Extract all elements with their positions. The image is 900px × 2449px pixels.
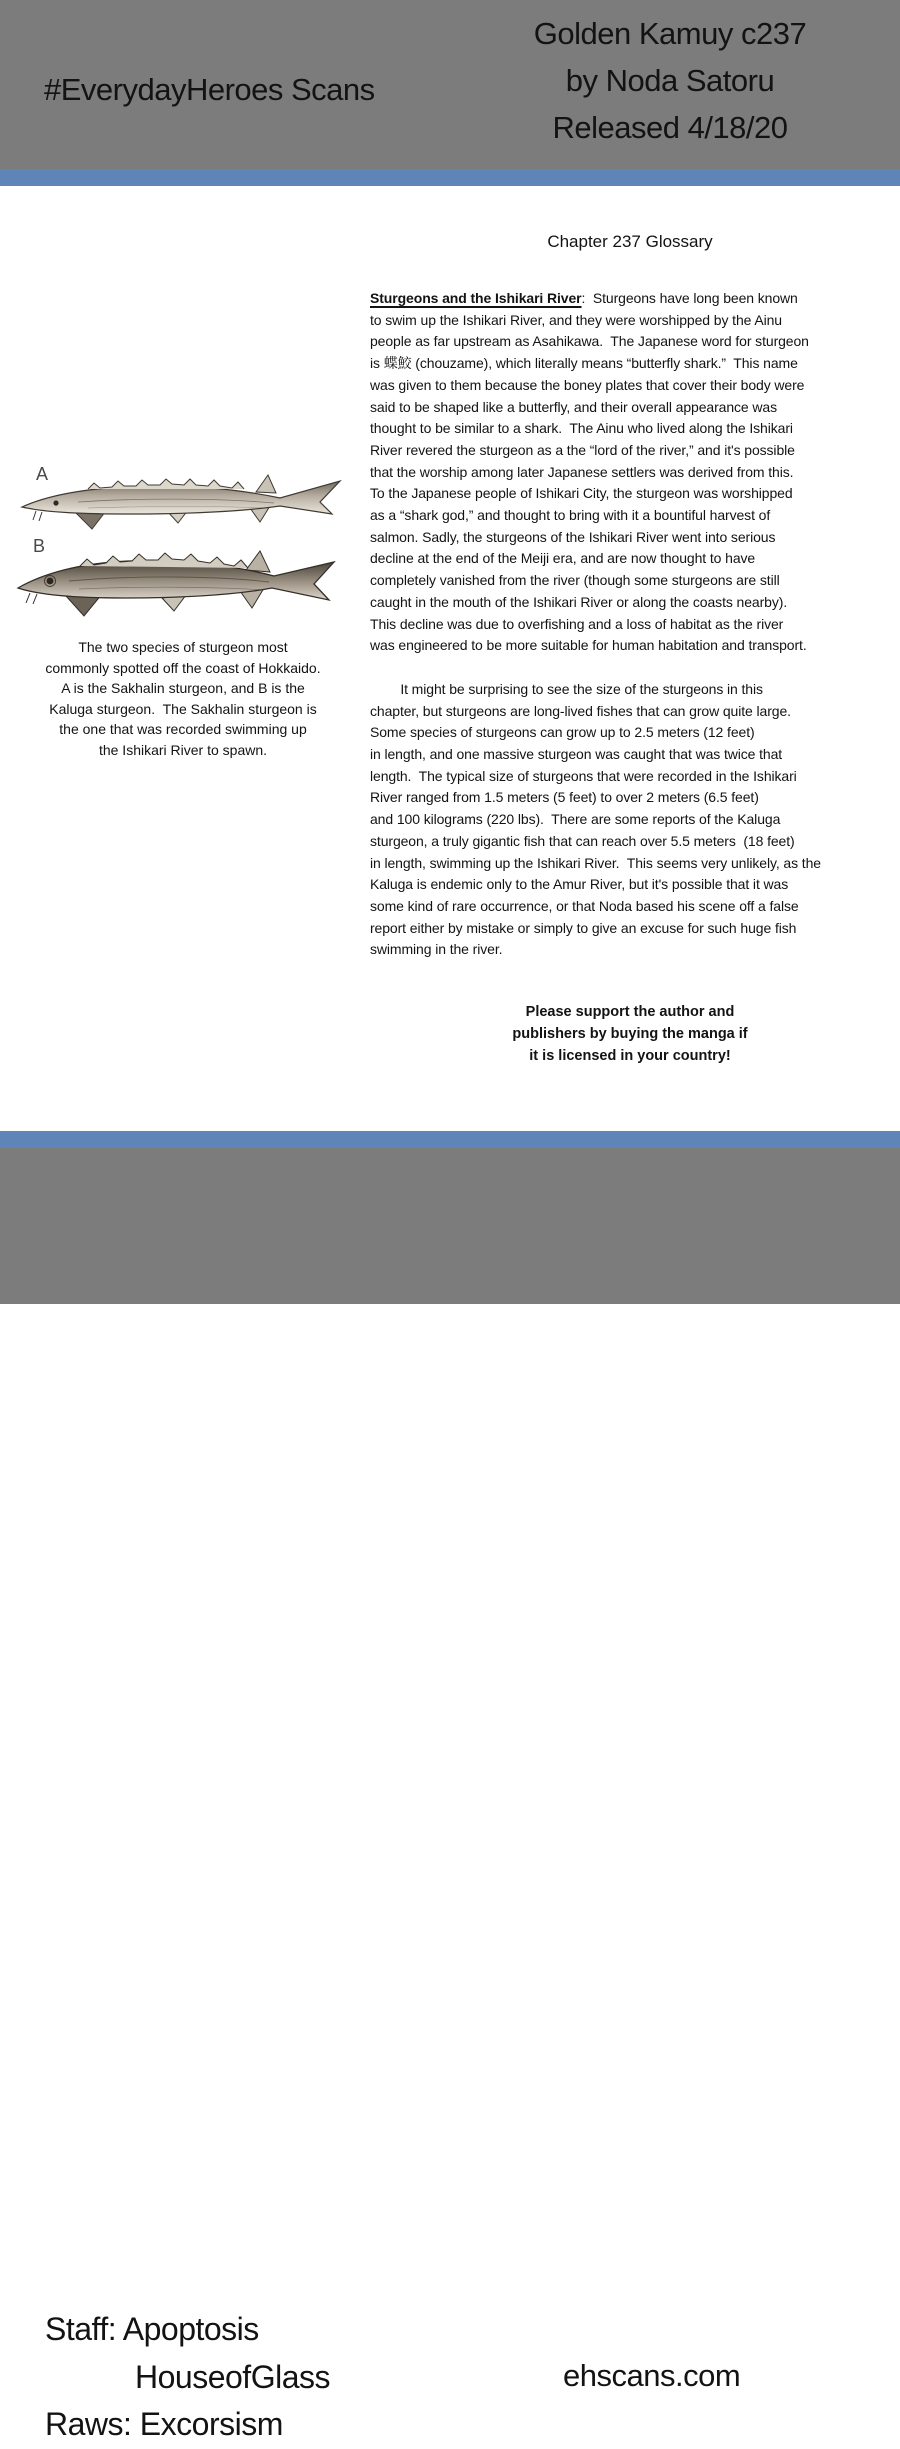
raws-line: Raws: Excorsism [45,2406,283,2442]
release-date: Released 4/18/20 [552,110,788,145]
header-band [0,0,900,169]
bottom-divider-bar [0,1131,900,1148]
top-divider-bar [0,169,900,186]
sakhalin-sturgeon-illustration [18,462,348,538]
fish-b-label: B [33,536,46,556]
figure-caption: The two species of sturgeon most commonly spotted off the coast of Hokkaido. A is the Sakhalin sturgeon, and B is the Kaluga sturgeon. The Sakhalin sturgeon is the one that was recorded swimming up the Ishikari River to spawn. [45,639,321,758]
release-info [460,10,880,151]
entry-first-line-rest: : Sturgeons have long been known [581,290,798,306]
support-note: Please support the author and publishers by buying the manga if it is licensed in your country! [512,1004,748,1064]
kaluga-sturgeon-illustration [14,537,349,629]
glossary-entry [370,288,890,961]
scan-group-name: #EverydayHeroes Scans [44,72,375,107]
entry-paragraph-1: to swim up the Ishikari River, and they were worshipped by the Ainu people as far upstream as Asahikawa. The Japanese word for sturgeon is 蝶鮫 (chouzame), which literally means “butterfly shark.” This name was given to them because the boney plates that cover their body were said to be shaped like a butterfly, and their overall appearance was thought to be similar to a shark. The Ainu who lived along the Ishikari River revered the sturgeon as a the “lord of the river,” and it's possible that the worship among later Japanese settlers was derived from this. To the Japanese people of Ishikari City, the sturgeon was worshipped as a “shark god,” and thought to bring with it a bountiful harvest of salmon. Sadly, the sturgeons of the Ishikari River went into serious decline at the end of the Meiji era, and are now thought to have completely vanished from the river (though some sturgeons are still caught in the mouth of the Ishikari River or along the coasts nearby). This decline was due to overfishing and a loss of habitat as the river was engineered to be more suitable for human habitation and transport. [370,311,809,654]
glossary-page-title: Chapter 237 Glossary [547,232,713,251]
staff-line-1: Staff: Apoptosis [45,2311,259,2347]
series-author: by Noda Satoru [565,63,775,98]
series-title: Golden Kamuy c237 [533,16,807,51]
fish-a-label: A [36,464,49,484]
paragraph-gap [370,657,890,679]
footer-band [0,1148,900,2442]
staff-line-2: HouseofGlass [135,2358,330,2395]
entry-paragraph-2: It might be surprising to see the size of the sturgeons in this chapter, but sturgeons are long-lived fishes that can grow quite large. Some species of sturgeons can grow up to 2.5 meters (12 feet) in length, and one massive sturgeon was caught that was twice that length. The typical size of sturgeons that were recorded in the Ishikari River ranged from 1.5 meters (5 feet) to over 2 meters (6.5 feet) and 100 kilograms (220 lbs). There are some reports of the Kaluga sturgeon, a truly gigantic fish that can reach over 5.5 meters (18 feet) in length, swimming up the Ishikari River. This seems very unlikely, as the Kaluga is endemic only to the Amur River, but it's possible that it was some kind of rare occurrence, or that Noda based his scene off a false report either by mistake or simply to give an excuse for such huge fish swimming in the river. [370,680,821,958]
staff-credits [45,2306,330,2449]
website-url: ehscans.com [563,2358,741,2393]
entry-term: Sturgeons and the Ishikari River [370,290,582,306]
entry-first-line [370,288,890,310]
